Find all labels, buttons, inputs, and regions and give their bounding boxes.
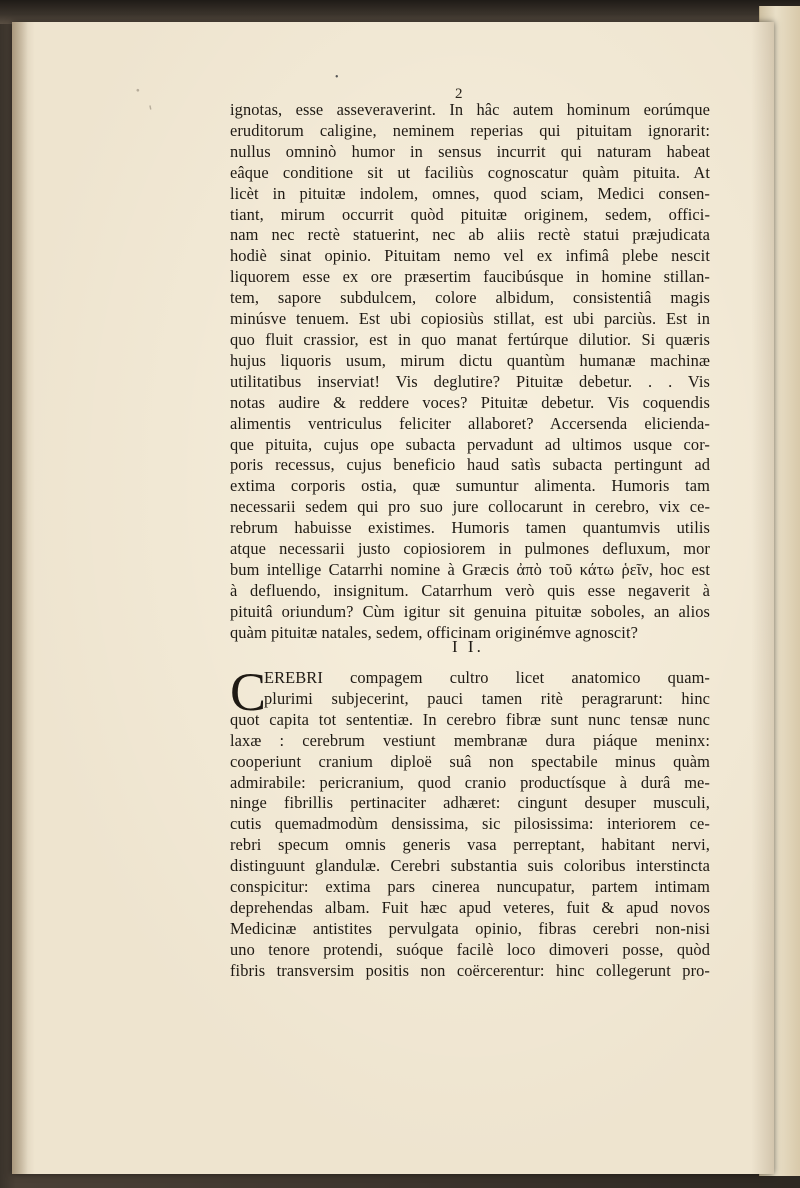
text-line: eruditorum caligine, neminem reperias qui pituitam ignorarit: [230,120,710,140]
text-line: distinguunt glandulæ. Cerebri substantia suis coloribus interstincta [230,856,710,876]
text-line: pituitâ oriundum? Cùm igitur sit genuina pituitæ soboles, an alios [230,601,710,621]
page-number: 2 [455,86,463,102]
text-line: nullus omninò humor in sensus incurrit qui naturam habeat [230,141,710,161]
text-line: quot capita tot sententiæ. In cerebro fibræ sunt nunc tensæ nunc [230,709,710,729]
text-line: minúsve tenuem. Est ubi copiosiùs stillat, est ubi parciùs. Est in [230,309,710,329]
text-line: utilitatibus inserviat! Vis deglutire? Pituitæ debetur. . . Vis [230,371,710,391]
text-line: liquorem esse ex ore præsertim faucibúsque in homine stillan- [230,267,710,287]
text-line: extima corporis ostia, quæ sumuntur alimenta. Humoris tam [230,476,710,496]
text-line: bum intellige Catarrhi nomine à Græcis ἀπὸ τοῦ κάτω ῥεῖν, hoc est [230,559,710,579]
drop-cap-letter: C [230,662,267,722]
text-line: ninge fibrillis pertinaciter adhæret: cingunt desuper musculi, [230,793,710,813]
text-line: rebri specum omnis generis vasa perreptant, habitant nervi, [230,835,710,855]
text-line: quo fluit crassior, est in quo manat fertúrque dilutior. Si quæris [230,329,710,349]
section-heading: I I. [452,637,484,656]
text-line: notas audire & reddere voces? Pituitæ debetur. Vis coquendis [230,392,710,412]
text-line: EREBRI compagem cultro licet anatomico quam- [264,668,710,687]
book-binding-edge [0,0,800,24]
text-line: necessarii sedem qui pro suo jure collocarunt in cerebro, vix ce- [230,497,710,517]
text-line: uno tenore protendi, suóque facilè loco dimoveri posse, quòd [230,939,710,959]
ink-dot: • [335,72,339,83]
gutter-shadow [12,22,28,1174]
text-line: laxæ : cerebrum vestiunt membranæ dura piáque meninx: [230,730,710,750]
text-line: conspicitur: extima pars cinerea nuncupatur, partem intimam [230,877,710,897]
text-line: eâque conditione sit ut faciliùs cognoscatur quàm pituita. At [230,162,710,182]
pencil-annotation: ˙ˌ [132,80,156,113]
text-line: tiant, mirum occurrit quòd pituitæ originem, sedem, offici- [230,204,710,224]
text-line: quàm pituitæ natales, sedem, officinam originémve agnoscit? [230,622,638,642]
text-line: atque necessarii justo copiosiorem in pulmones defluxum, mor [230,539,710,559]
text-line: hujus liquoris usum, mirum dictu quantùm humanæ machinæ [230,350,710,370]
text-line: que pituita, cujus ope subacta pervadunt ad ultimos usque cor- [230,434,710,454]
paragraph-intro [230,100,710,644]
text-line: ignotas, esse asseveraverint. In hâc autem hominum eorúmque [230,100,710,119]
text-line: hodiè sinat opinio. Pituitam nemo vel ex infimâ plebe nescit [230,246,710,266]
text-line: rebrum habuisse existimes. Humoris tamen quantumvis utilis [230,518,710,538]
paragraph-cerebri [230,662,710,982]
text-line: plurimi subjecerint, pauci tamen ritè peragrarunt: hinc [264,688,710,708]
text-line: nam nec rectè statuerint, nec ab aliis rectè statui præjudicata [230,225,710,245]
text-line: admirabile: pericranium, quod cranio productísque à durâ me- [230,772,710,792]
text-line: cooperiunt cranium diploë suâ non spectabile minus quàm [230,751,710,771]
text-line: alimentis ventriculus feliciter allaboret? Accersenda elicienda- [230,413,710,433]
text-line: licèt in pituitæ indolem, omnes, quod sciam, Medici consen- [230,183,710,203]
text-line: poris recessus, cujus beneficio haud satìs subacta pertingunt ad [230,455,710,475]
text-line: tem, sapore subdulcem, colore albidum, consistentiâ magis [230,288,710,308]
text-line: fibris transversim positis non coërcerentur: hinc collegerunt pro- [230,960,710,980]
text-line: cutis quemadmodùm densissima, sic pilosissima: interiorem ce- [230,814,710,834]
text-line: Medicinæ antistites pervulgata opinio, fibras cerebri non-nisi [230,918,710,938]
text-line: deprehendas albam. Fuit hæc apud veteres, fuit & apud novos [230,897,710,917]
text-line: à defluendo, insignitum. Catarrhum verò quis esse negaverit à [230,580,710,600]
